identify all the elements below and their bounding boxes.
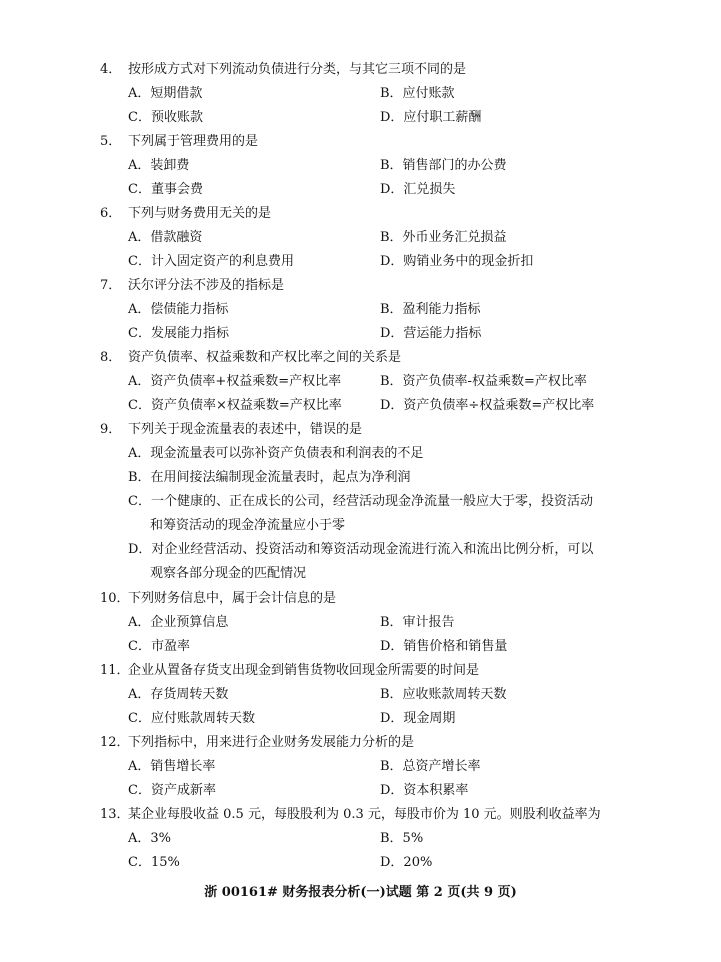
option-b: B．审计报告: [380, 615, 455, 630]
option-d: D．对企业经营活动、投资活动和筹资活动现金流进行流入和流出比例分析，可以: [128, 542, 594, 557]
option-a: A．销售增长率: [128, 759, 216, 774]
question-9: [100, 422, 362, 438]
question-number: 11．: [100, 663, 130, 678]
option-c: C．发展能力指标: [128, 326, 229, 341]
option-d: D．资本积累率: [380, 783, 469, 798]
option-b: B．盈利能力指标: [380, 302, 481, 317]
question-text: 资产负债率、权益乘数和产权比率之间的关系是: [128, 350, 402, 365]
question-number: 4．: [100, 62, 122, 77]
question-text: 沃尔评分法不涉及的指标是: [128, 278, 285, 293]
option-b: B．销售部门的办公费: [380, 158, 507, 173]
option-a: A．3%: [128, 831, 172, 846]
option-a: A．偿债能力指标: [128, 302, 229, 317]
option-b: B．外币业务汇兑损益: [380, 230, 507, 245]
question-number: 10．: [100, 591, 130, 606]
question-number: 12．: [100, 735, 130, 750]
option-b: B．总资产增长率: [380, 759, 481, 774]
option-a: A．短期借款: [128, 86, 203, 101]
question-text: 下列指标中，用来进行企业财务发展能力分析的是: [128, 735, 415, 750]
question-10: [100, 591, 336, 607]
option-a: A．现金流量表可以弥补资产负债表和利润表的不足: [128, 446, 424, 461]
option-c: C．董事会费: [128, 182, 203, 197]
question-number: 13．: [100, 807, 130, 822]
option-a: A．装卸费: [128, 158, 190, 173]
question-text: 下列关于现金流量表的表述中，错误的是: [128, 422, 363, 437]
question-5: [100, 134, 258, 150]
option-c: C．资产负债率×权益乘数=产权比率: [128, 398, 342, 413]
question-6: [100, 206, 271, 222]
question-8: [100, 350, 401, 366]
option-a: A．资产负债率+权益乘数=产权比率: [128, 374, 342, 389]
option-d: D．购销业务中的现金折扣: [380, 254, 534, 269]
option-d: D．应付职工薪酬: [380, 110, 482, 125]
option-b: B．应收账款周转天数: [380, 687, 507, 702]
question-text: 按形成方式对下列流动负债进行分类，与其它三项不同的是: [128, 62, 467, 77]
option-c: C．计入固定资产的利息费用: [128, 254, 294, 269]
question-number: 7．: [100, 278, 122, 293]
option-d: D．资产负债率÷权益乘数=产权比率: [380, 398, 595, 413]
question-12: [100, 735, 414, 751]
option-d: D．销售价格和销售量: [380, 639, 508, 654]
question-number: 6．: [100, 206, 122, 221]
option-c: C．应付账款周转天数: [128, 711, 255, 726]
page-footer: 浙 00161# 财务报表分析(一)试题 第 2 页(共 9 页): [204, 885, 517, 900]
option-d: D．现金周期: [380, 711, 456, 726]
question-7: [100, 278, 284, 294]
option-b: B．资产负债率-权益乘数=产权比率: [380, 374, 587, 389]
option-d: D．汇兑损失: [380, 182, 456, 197]
option-c: C．市盈率: [128, 639, 190, 654]
option-d: D．20%: [380, 855, 433, 870]
option-c: C．资产成新率: [128, 783, 216, 798]
option-d-continuation: 观察各部分现金的匹配情况: [150, 566, 307, 581]
question-text: 某企业每股收益 0.5 元，每股股利为 0.3 元，每股市价为 10 元。则股利收益率为: [128, 807, 601, 822]
question-number: 8．: [100, 350, 122, 365]
option-c: C．一个健康的、正在成长的公司，经营活动现金净流量一般应大于零，投资活动: [128, 494, 593, 509]
option-a: A．存货周转天数: [128, 687, 229, 702]
option-d: D．营运能力指标: [380, 326, 482, 341]
question-text: 下列与财务费用无关的是: [128, 206, 272, 221]
option-a: A．借款融资: [128, 230, 203, 245]
option-c: C．预收账款: [128, 110, 203, 125]
option-b: B．5%: [380, 831, 424, 846]
question-text: 企业从置备存货支出现金到销售货物收回现金所需要的时间是: [128, 663, 480, 678]
question-11: [100, 663, 479, 679]
question-number: 5．: [100, 134, 122, 149]
option-c: C．15%: [128, 855, 180, 870]
question-13: [100, 807, 601, 823]
option-c-continuation: 和筹资活动的现金净流量应小于零: [150, 518, 346, 533]
option-b: B．应付账款: [380, 86, 455, 101]
question-text: 下列财务信息中，属于会计信息的是: [128, 591, 337, 606]
question-4: [100, 62, 466, 78]
option-a: A．企业预算信息: [128, 615, 229, 630]
question-number: 9．: [100, 422, 122, 437]
question-text: 下列属于管理费用的是: [128, 134, 259, 149]
option-b: B．在用间接法编制现金流量表时，起点为净利润: [128, 470, 411, 485]
